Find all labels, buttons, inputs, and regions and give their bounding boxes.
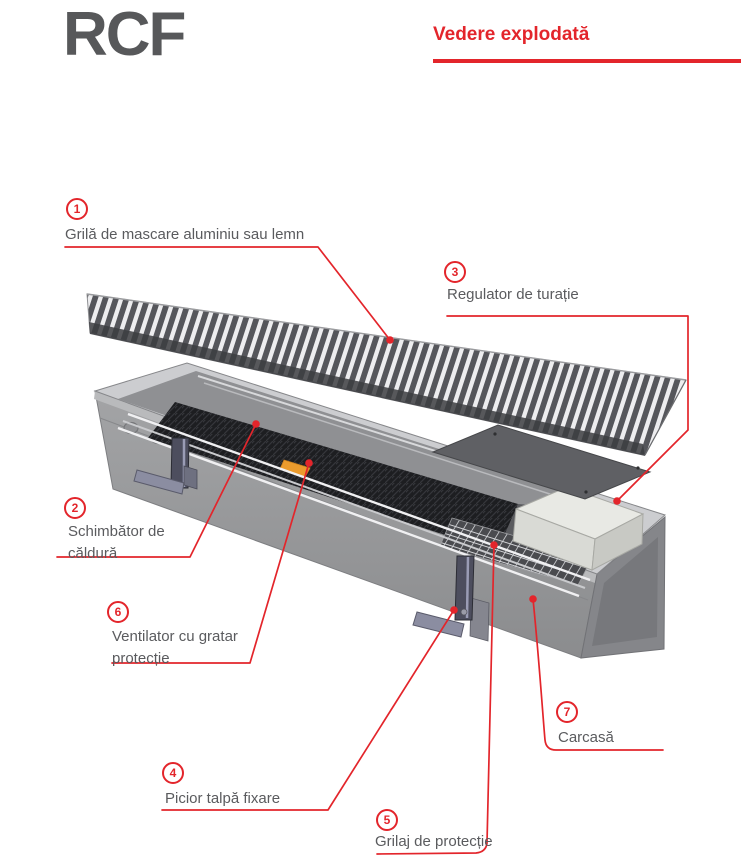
- callout-number-1: 1: [73, 202, 81, 216]
- panel-screw-1: [493, 432, 496, 435]
- callout-circle-6: [107, 601, 129, 623]
- callout-label-5: Grilaj de protecție: [375, 833, 493, 850]
- leader-dot-7: [529, 595, 537, 603]
- section-title: Vedere explodată: [433, 24, 590, 45]
- panel-screw-3: [584, 490, 587, 493]
- leader-dot-2: [252, 420, 260, 428]
- foot-middle-post-highlight: [467, 557, 468, 618]
- callout-circle-2: [64, 497, 86, 519]
- callout-number-5: 5: [383, 813, 391, 827]
- callout-label-2: Schimbător de căldură: [68, 523, 165, 562]
- callout-circle-3: [444, 261, 466, 283]
- foot-middle-bolt: [461, 609, 467, 615]
- leader-dot-1: [386, 336, 394, 344]
- foot-left-bracket: [184, 466, 197, 489]
- callout-label-1: Grilă de mascare aluminiu sau lemn: [65, 226, 305, 243]
- callout-circle-4: [162, 762, 184, 784]
- callout-label-6: Ventilator cu gratar protecție: [112, 628, 238, 667]
- callout-circle-7: [556, 701, 578, 723]
- leader-dot-4: [450, 606, 458, 614]
- leader-dot-3: [613, 497, 621, 505]
- callout-label-3: Regulator de turație: [447, 286, 579, 303]
- callout-number-7: 7: [563, 705, 571, 719]
- product-logo: RCF: [63, 0, 185, 69]
- section-title-rule: [433, 59, 741, 63]
- callout-label-4: Picior talpă fixare: [165, 790, 281, 807]
- leader-dot-6: [305, 459, 313, 467]
- panel-screw-2: [636, 466, 639, 469]
- callout-number-2: 2: [71, 501, 79, 515]
- callout-number-6: 6: [114, 605, 122, 619]
- callout-circle-1: [66, 198, 88, 220]
- callout-number-3: 3: [451, 265, 459, 279]
- leader-dot-5: [490, 541, 498, 549]
- callout-number-4: 4: [169, 766, 177, 780]
- callout-label-7: Carcasă: [558, 729, 614, 746]
- callout-circle-5: [376, 809, 398, 831]
